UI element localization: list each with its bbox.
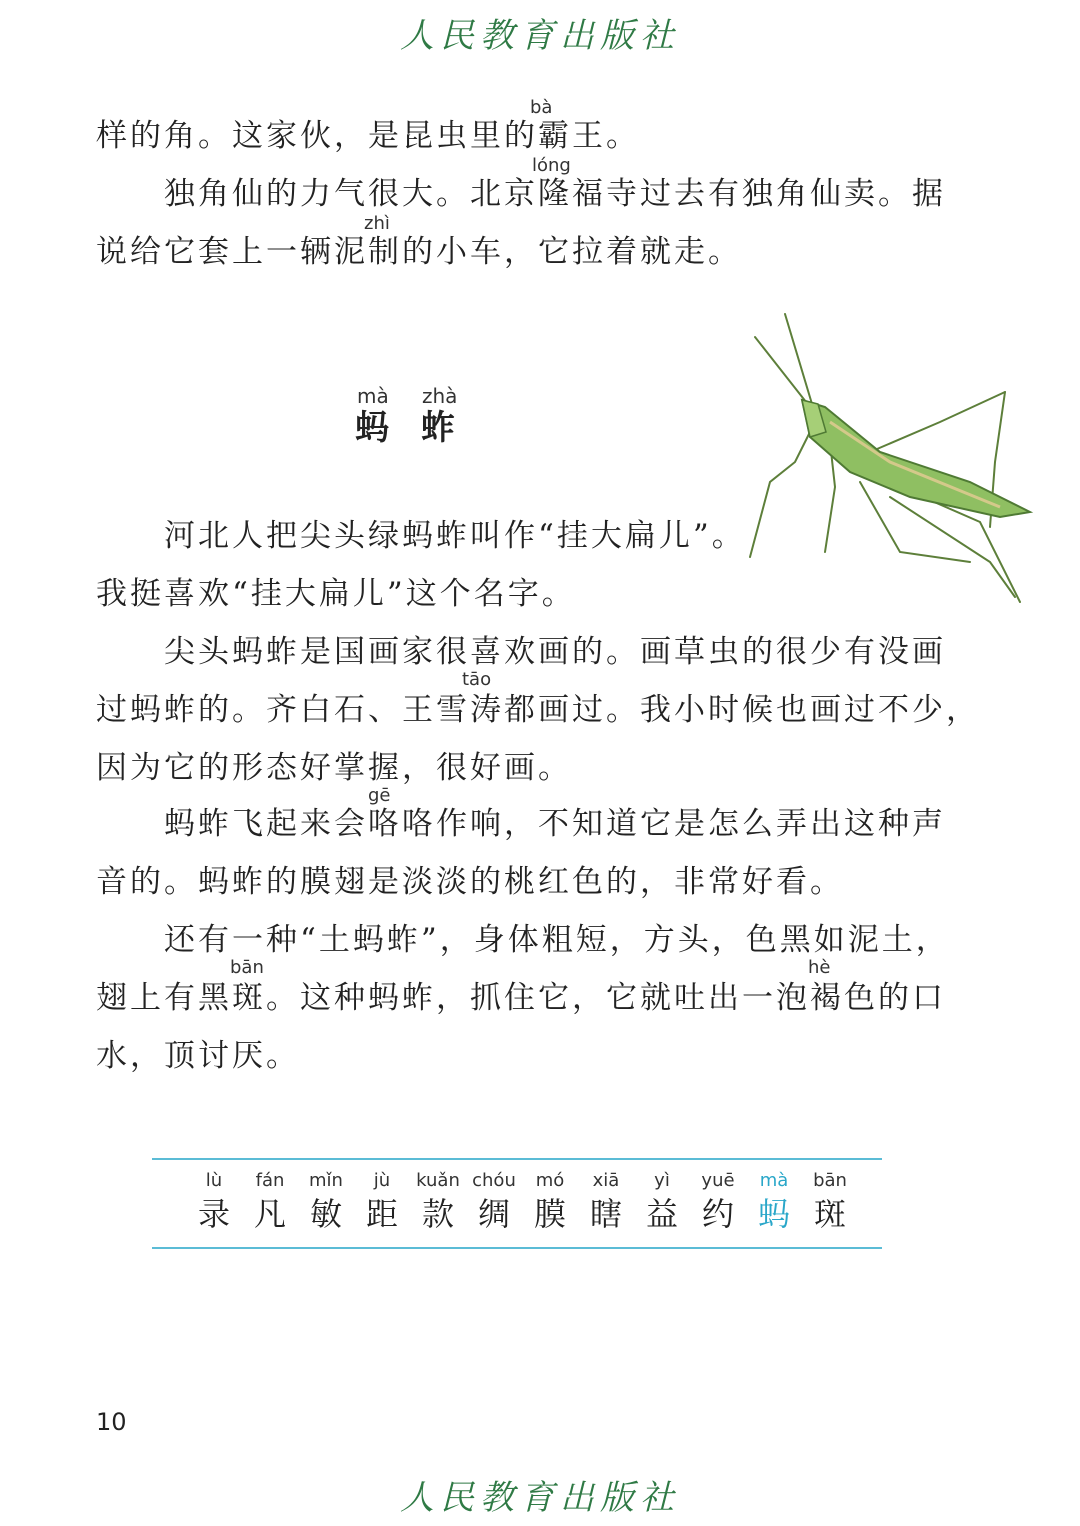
text-line: 独角仙的力气很大。北京隆福寺过去有独角仙卖。据 [96,176,946,212]
vocab-char: 斑 [813,1195,846,1233]
vocab-pinyin: yuē [701,1170,735,1191]
vocab-pinyin: mà [759,1170,789,1191]
vocab-pinyin: mǐn [309,1170,343,1191]
vocab-pinyin: bān [813,1170,847,1191]
vocab-item [410,1170,466,1234]
vocab-char: 录 [197,1195,230,1233]
pinyin-ba: bà [530,97,553,118]
text-line: 河北人把尖头绿蚂蚱叫作“挂大扁儿”。 [96,518,746,554]
pinyin-ge: gē [368,785,391,806]
vocab-pinyin: lù [205,1170,223,1191]
section-title-char: 蚱 [421,408,455,448]
section-title [355,408,487,448]
vocab-char: 凡 [253,1195,286,1233]
vocab-item [298,1170,354,1234]
text-line: 说给它套上一辆泥制的小车，它拉着就走。 [96,234,742,270]
vocabulary-list [186,1170,858,1234]
vocab-char: 蚂 [757,1195,790,1233]
pinyin-tao: tāo [462,669,492,690]
vocab-item [466,1170,522,1234]
publisher-watermark-top: 人民教育出版社 [400,16,680,56]
text-line: 尖头蚂蚱是国画家很喜欢画的。画草虫的很少有没画 [96,634,946,670]
vocab-char: 瞎 [589,1195,622,1233]
text-line: 音的。蚂蚱的膜翅是淡淡的桃红色的，非常好看。 [96,864,844,900]
vocab-char: 膜 [533,1195,566,1233]
vocab-pinyin: yì [654,1170,670,1191]
pinyin-zhi: zhì [364,213,390,234]
vocab-char: 距 [365,1195,398,1233]
text-line: 因为它的形态好掌握，很好画。 [96,750,572,786]
publisher-watermark-bottom: 人民教育出版社 [400,1478,680,1518]
vocab-rule-top [152,1158,882,1160]
vocab-item [578,1170,634,1234]
title-pinyin-1: mà [357,384,389,408]
vocab-item [242,1170,298,1234]
text-line: 样的角。这家伙，是昆虫里的霸王。 [96,118,640,154]
page-number: 10 [96,1408,127,1436]
section-title-char: 蚂 [355,408,389,448]
vocab-char: 款 [421,1195,454,1233]
text-line: 我挺喜欢“挂大扁儿”这个名字。 [96,576,576,612]
text-line: 水，顶讨厌。 [96,1038,300,1074]
vocab-pinyin: chóu [472,1170,516,1191]
vocab-pinyin: jù [373,1170,391,1191]
vocab-pinyin: kuǎn [416,1170,460,1191]
vocab-char: 绸 [477,1195,510,1233]
title-pinyin-2: zhà [422,384,458,408]
pinyin-he: hè [808,957,831,978]
vocab-item [522,1170,578,1234]
vocab-char: 敏 [309,1195,342,1233]
text-line: 过蚂蚱的。齐白石、王雪涛都画过。我小时候也画过不少， [96,692,980,728]
vocab-char: 约 [701,1195,734,1233]
vocab-item-highlighted [746,1170,802,1234]
vocab-pinyin: xiā [592,1170,620,1191]
vocab-item [634,1170,690,1234]
text-line: 翅上有黑斑。这种蚂蚱，抓住它，它就吐出一泡褐色的口 [96,980,946,1016]
pinyin-long: lóng [532,155,571,176]
pinyin-ban: bān [230,957,264,978]
vocab-item [186,1170,242,1234]
vocab-pinyin: fán [255,1170,285,1191]
text-line: 蚂蚱飞起来会咯咯作响，不知道它是怎么弄出这种声 [96,806,946,842]
vocab-rule-bottom [152,1247,882,1249]
vocab-item [354,1170,410,1234]
grasshopper-illustration [740,312,1040,612]
vocab-item [690,1170,746,1234]
vocab-item [802,1170,858,1234]
text-line: 还有一种“土蚂蚱”，身体粗短，方头，色黑如泥土， [96,922,950,958]
vocab-char: 益 [645,1195,678,1233]
vocab-pinyin: mó [535,1170,565,1191]
